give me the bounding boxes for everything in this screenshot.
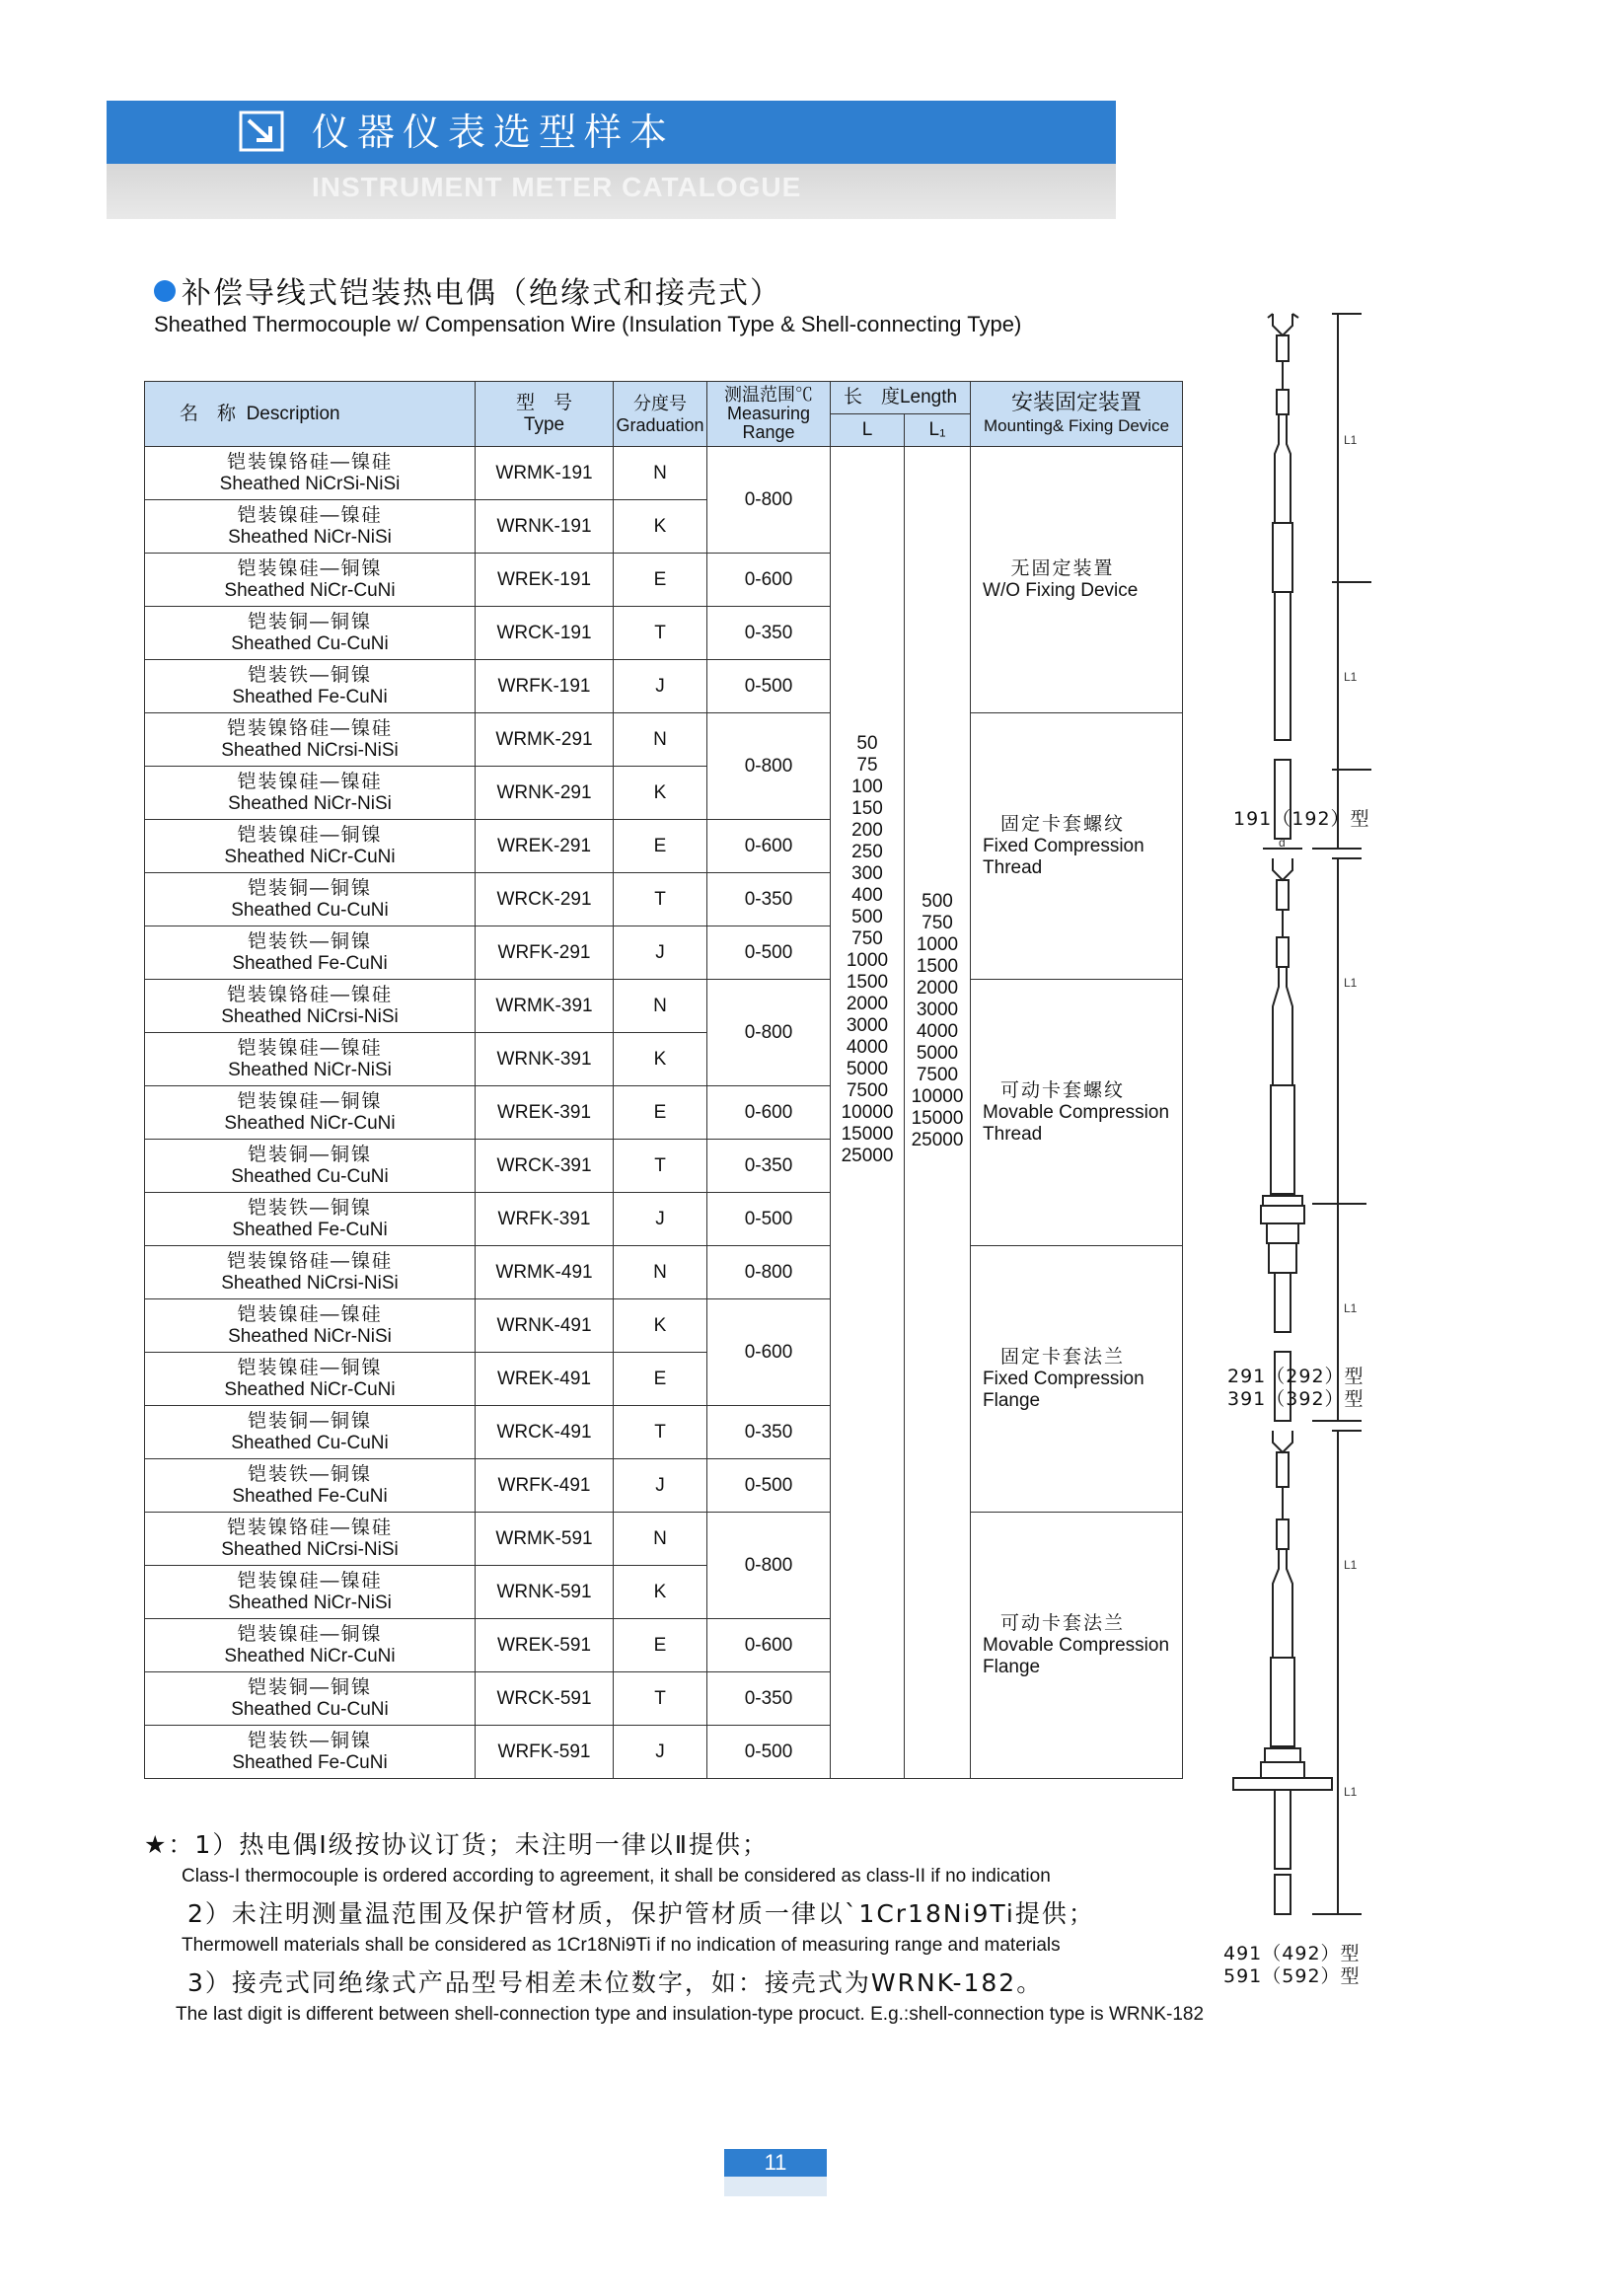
graduation-cell: T — [614, 607, 707, 660]
description-cell: 铠装镍铬硅—镍硅 Sheathed NiCrsi-NiSi — [145, 980, 476, 1033]
graduation-cell: T — [614, 873, 707, 926]
length-l-value: 4000 — [846, 1037, 889, 1058]
description-cell: 铠装铁—铜镍 Sheathed Fe-CuNi — [145, 660, 476, 713]
description-cell: 铠装镍铬硅—镍硅 Sheathed NiCrSi-NiSi — [145, 447, 476, 500]
mounting-cell: 可动卡套螺纹 Movable Compression Thread — [971, 980, 1183, 1246]
type-cell: WREK-391 — [476, 1086, 614, 1140]
range-cell: 0-500 — [707, 1459, 831, 1513]
graduation-cell: E — [614, 1619, 707, 1672]
graduation-cell: N — [614, 1513, 707, 1566]
type-cell: WRFK-491 — [476, 1459, 614, 1513]
description-cell: 铠装铁—铜镍 Sheathed Fe-CuNi — [145, 926, 476, 980]
length-l-value: 2000 — [846, 994, 889, 1014]
graduation-cell: N — [614, 980, 707, 1033]
length-l1-value: 2000 — [916, 978, 959, 999]
description-cell: 铠装铜—铜镍 Sheathed Cu-CuNi — [145, 607, 476, 660]
section-title: 补偿导线式铠装热电偶（绝缘式和接壳式） — [154, 268, 781, 312]
table-row — [145, 713, 1183, 767]
diagram-191-type — [1263, 314, 1371, 849]
length-l-value: 1500 — [846, 972, 889, 993]
header-range: 测温范围℃ Measuring Range — [707, 382, 831, 447]
dim-label-d: d — [1279, 836, 1286, 850]
graduation-cell: K — [614, 767, 707, 820]
description-cell: 铠装镍铬硅—镍硅 Sheathed NiCrsi-NiSi — [145, 713, 476, 767]
diagram-caption-591: 591（592）型 — [1223, 1965, 1361, 1987]
length-l-value: 50 — [856, 733, 878, 754]
range-cell: 0-600 — [707, 554, 831, 607]
range-cell: 0-800 — [707, 713, 831, 820]
range-cell: 0-500 — [707, 660, 831, 713]
type-cell: WRMK-491 — [476, 1246, 614, 1299]
mounting-cell: 固定卡套法兰 Fixed Compression Flange — [971, 1246, 1183, 1513]
description-cell: 铠装镍硅—铜镍 Sheathed NiCr-CuNi — [145, 1619, 476, 1672]
graduation-cell: J — [614, 660, 707, 713]
length-l-value: 300 — [851, 863, 883, 884]
range-cell: 0-350 — [707, 1406, 831, 1459]
type-cell: WREK-591 — [476, 1619, 614, 1672]
description-cell: 铠装铜—铜镍 Sheathed Cu-CuNi — [145, 1672, 476, 1726]
graduation-cell: T — [614, 1140, 707, 1193]
range-cell: 0-500 — [707, 926, 831, 980]
type-cell: WRFK-191 — [476, 660, 614, 713]
description-cell: 铠装镍铬硅—镍硅 Sheathed NiCrsi-NiSi — [145, 1513, 476, 1566]
table-row — [145, 447, 1183, 500]
length-l1-value: 1500 — [916, 956, 959, 977]
dim-label-l1: L1 — [1344, 670, 1358, 684]
type-cell: WRNK-291 — [476, 767, 614, 820]
graduation-cell: N — [614, 713, 707, 767]
mounting-cell: 固定卡套螺纹 Fixed Compression Thread — [971, 713, 1183, 980]
graduation-cell: E — [614, 1353, 707, 1406]
header-description: 名 称 Description — [145, 382, 476, 447]
type-cell: WRNK-591 — [476, 1566, 614, 1619]
length-l-value: 75 — [856, 755, 878, 776]
diagram-caption-391: 391（392）型 — [1227, 1388, 1365, 1410]
graduation-cell: J — [614, 1459, 707, 1513]
graduation-cell: J — [614, 1726, 707, 1779]
note-3-en: The last digit is different between shell-connection type and insulation-type procuct. E.g.:shell-connection type is WRNK-182 — [176, 2004, 1205, 2025]
type-cell: WRMK-391 — [476, 980, 614, 1033]
mounting-cell: 可动卡套法兰 Movable Compression Flange — [971, 1513, 1183, 1779]
length-l-value: 7500 — [846, 1080, 889, 1101]
page-title: 仪器仪表选型样本 — [312, 111, 676, 154]
range-cell: 0-350 — [707, 1140, 831, 1193]
range-cell: 0-600 — [707, 1299, 831, 1406]
description-cell: 铠装铜—铜镍 Sheathed Cu-CuNi — [145, 873, 476, 926]
range-cell: 0-800 — [707, 447, 831, 554]
length-l-value: 25000 — [841, 1146, 894, 1166]
description-cell: 铠装镍硅—铜镍 Sheathed NiCr-CuNi — [145, 1086, 476, 1140]
graduation-cell: N — [614, 447, 707, 500]
graduation-cell: J — [614, 1193, 707, 1246]
description-cell: 铠装铁—铜镍 Sheathed Fe-CuNi — [145, 1459, 476, 1513]
graduation-cell: N — [614, 1246, 707, 1299]
description-cell: 铠装铜—铜镍 Sheathed Cu-CuNi — [145, 1140, 476, 1193]
note-1-en: Class-I thermocouple is ordered according to agreement, it shall be considered as class-II if no indication — [182, 1866, 1051, 1887]
graduation-cell: K — [614, 1566, 707, 1619]
type-cell: WRCK-391 — [476, 1140, 614, 1193]
header-type: 型 号 Type — [476, 382, 614, 447]
dim-label-l1: L1 — [1344, 1785, 1358, 1799]
range-cell: 0-800 — [707, 1513, 831, 1619]
diagram-caption-291: 291（292）型 — [1227, 1366, 1365, 1387]
length-l-value: 5000 — [846, 1059, 889, 1079]
length-l-value: 10000 — [841, 1102, 894, 1123]
description-cell: 铠装铁—铜镍 Sheathed Fe-CuNi — [145, 1726, 476, 1779]
range-cell: 0-800 — [707, 1246, 831, 1299]
length-l1-value: 4000 — [916, 1021, 959, 1042]
dim-label-l1: L1 — [1344, 1301, 1358, 1315]
diagram-291-391-type — [1261, 858, 1366, 1421]
diagram-caption-491: 491（492）型 — [1223, 1943, 1361, 1964]
bullet-icon — [154, 280, 176, 302]
length-l1-value: 5000 — [916, 1043, 959, 1064]
description-cell: 铠装镍铬硅—镍硅 Sheathed NiCrsi-NiSi — [145, 1246, 476, 1299]
description-cell: 铠装镍硅—镍硅 Sheathed NiCr-NiSi — [145, 767, 476, 820]
header-mounting: 安装固定装置 Mounting& Fixing Device — [971, 382, 1183, 447]
type-cell: WRCK-191 — [476, 607, 614, 660]
diagram-caption-191: 191（192）型 — [1233, 808, 1370, 830]
length-l1-value: 25000 — [911, 1130, 964, 1150]
graduation-cell: K — [614, 500, 707, 554]
length-l-value: 250 — [851, 842, 883, 862]
range-cell: 0-600 — [707, 1086, 831, 1140]
note-2-en: Thermowell materials shall be considered as 1Cr18Ni9Ti if no indication of measuring range and materials — [182, 1935, 1061, 1956]
type-cell: WRNK-191 — [476, 500, 614, 554]
description-cell: 铠装镍硅—镍硅 Sheathed NiCr-NiSi — [145, 500, 476, 554]
dim-label-l1: L1 — [1344, 976, 1358, 990]
length-l-value: 400 — [851, 885, 883, 906]
note-1-cn: ★：1）热电偶Ⅰ级按协议订货；未注明一律以Ⅱ提供； — [144, 1830, 770, 1859]
header-length: 长 度Length — [831, 382, 971, 414]
page-number-band — [724, 2177, 827, 2196]
length-l1-value: 7500 — [916, 1065, 959, 1085]
type-cell: WRFK-591 — [476, 1726, 614, 1779]
description-cell: 铠装铜—铜镍 Sheathed Cu-CuNi — [145, 1406, 476, 1459]
graduation-cell: J — [614, 926, 707, 980]
graduation-cell: T — [614, 1406, 707, 1459]
thermocouple-diagrams — [1214, 296, 1391, 1924]
note-3-cn: 3）接壳式同绝缘式产品型号相差未位数字，如：接壳式为WRNK-182。 — [187, 1968, 1044, 1997]
length-l1-value: 1000 — [916, 934, 959, 955]
description-cell: 铠装镍硅—镍硅 Sheathed NiCr-NiSi — [145, 1566, 476, 1619]
type-cell: WRNK-491 — [476, 1299, 614, 1353]
graduation-cell: K — [614, 1299, 707, 1353]
type-cell: WRCK-591 — [476, 1672, 614, 1726]
length-l-cell — [831, 447, 905, 1779]
length-l-value: 200 — [851, 820, 883, 841]
graduation-cell: E — [614, 554, 707, 607]
description-cell: 铠装镍硅—镍硅 Sheathed NiCr-NiSi — [145, 1299, 476, 1353]
description-cell: 铠装镍硅—铜镍 Sheathed NiCr-CuNi — [145, 554, 476, 607]
page-number: 11 — [724, 2149, 827, 2177]
length-l1-value: 3000 — [916, 1000, 959, 1020]
spec-table — [144, 381, 1183, 1779]
type-cell: WRCK-291 — [476, 873, 614, 926]
dim-label-l1: L1 — [1344, 1558, 1358, 1572]
description-cell: 铠装镍硅—镍硅 Sheathed NiCr-NiSi — [145, 1033, 476, 1086]
length-l1-value: 750 — [922, 913, 953, 933]
type-cell: WREK-191 — [476, 554, 614, 607]
length-l-value: 150 — [851, 798, 883, 819]
graduation-cell: K — [614, 1033, 707, 1086]
range-cell: 0-600 — [707, 1619, 831, 1672]
length-l-value: 3000 — [846, 1015, 889, 1036]
mounting-cell: 无固定装置 W/O Fixing Device — [971, 447, 1183, 713]
length-l1-cell — [905, 447, 971, 1779]
header-length-l: L — [831, 414, 905, 447]
section-subtitle: Sheathed Thermocouple w/ Compensation Wire (Insulation Type & Shell-connecting Type) — [154, 312, 1022, 336]
description-cell: 铠装镍硅—铜镍 Sheathed NiCr-CuNi — [145, 1353, 476, 1406]
length-l-value: 500 — [851, 907, 883, 927]
type-cell: WRMK-291 — [476, 713, 614, 767]
range-cell: 0-600 — [707, 820, 831, 873]
table-row — [145, 1246, 1183, 1299]
page-subtitle: INSTRUMENT METER CATALOGUE — [312, 172, 802, 202]
length-l-value: 100 — [851, 777, 883, 797]
type-cell: WRMK-191 — [476, 447, 614, 500]
type-cell: WRNK-391 — [476, 1033, 614, 1086]
table-row — [145, 1513, 1183, 1566]
length-l1-value: 10000 — [911, 1086, 964, 1107]
type-cell: WRFK-291 — [476, 926, 614, 980]
dim-label-l1: L1 — [1344, 433, 1358, 447]
type-cell: WREK-291 — [476, 820, 614, 873]
range-cell: 0-350 — [707, 1672, 831, 1726]
graduation-cell: T — [614, 1672, 707, 1726]
range-cell: 0-800 — [707, 980, 831, 1086]
length-l-value: 15000 — [841, 1124, 894, 1145]
arrow-down-right-icon — [239, 111, 284, 152]
graduation-cell: E — [614, 820, 707, 873]
type-cell: WREK-491 — [476, 1353, 614, 1406]
description-cell: 铠装镍硅—铜镍 Sheathed NiCr-CuNi — [145, 820, 476, 873]
length-l1-value: 15000 — [911, 1108, 964, 1129]
length-l-value: 1000 — [846, 950, 889, 971]
note-2-cn: 2）未注明测量温范围及保护管材质，保护管材质一律以`1Cr18Ni9Ti提供； — [187, 1899, 1095, 1928]
header-graduation: 分度号 Graduation — [614, 382, 707, 447]
range-cell: 0-500 — [707, 1726, 831, 1779]
description-cell: 铠装铁—铜镍 Sheathed Fe-CuNi — [145, 1193, 476, 1246]
type-cell: WRFK-391 — [476, 1193, 614, 1246]
range-cell: 0-350 — [707, 873, 831, 926]
range-cell: 0-500 — [707, 1193, 831, 1246]
table-row — [145, 980, 1183, 1033]
range-cell: 0-350 — [707, 607, 831, 660]
header-length-l1: L₁ — [905, 414, 971, 447]
type-cell: WRCK-491 — [476, 1406, 614, 1459]
length-l1-value: 500 — [922, 891, 953, 912]
type-cell: WRMK-591 — [476, 1513, 614, 1566]
footnotes — [144, 1827, 1377, 2035]
length-l-value: 750 — [851, 928, 883, 949]
graduation-cell: E — [614, 1086, 707, 1140]
